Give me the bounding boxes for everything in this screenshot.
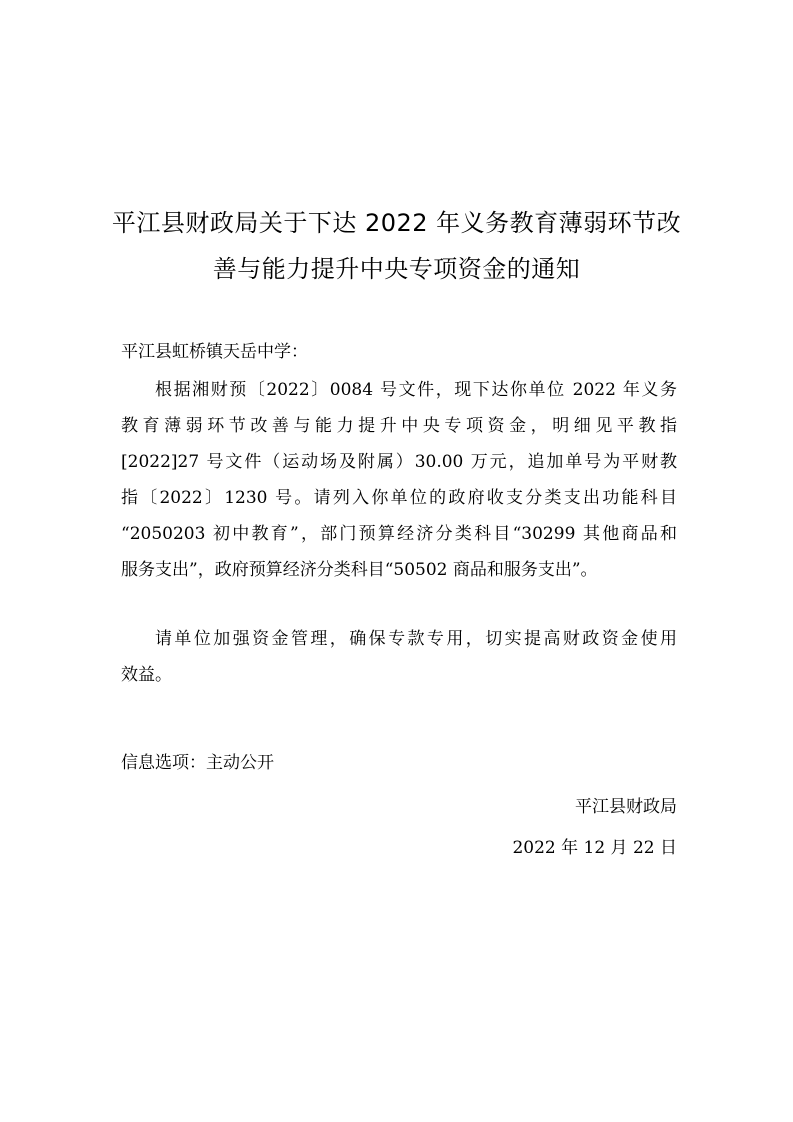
paragraph-management-request: [121, 621, 677, 693]
info-disclosure-option: 信息选项：主动公开: [121, 753, 274, 773]
issue-date: 2022 年 12 月 22 日: [512, 838, 677, 858]
paragraph-line: 根据湘财预〔2022〕0084 号文件，现下达你单位 2022 年义务: [155, 380, 677, 400]
title-line-2: 善与能力提升中央专项资金的通知: [212, 255, 581, 283]
paragraph-line: [2022]27 号文件（运动场及附属）30.00 万元，追加单号为平财教: [121, 452, 677, 472]
paragraph-line: “2050203 初中教育”，部门预算经济分类科目“30299 其他商品和: [121, 524, 677, 544]
paragraph-line: 效益。: [121, 665, 172, 685]
document-title: [110, 200, 683, 292]
paragraph-line: 服务支出”，政府预算经济分类科目“50502 商品和服务支出”。: [121, 560, 598, 580]
paragraph-line: 指〔2022〕1230 号。请列入你单位的政府收支分类支出功能科目: [121, 488, 677, 508]
title-line-1: 平江县财政局关于下达 2022 年义务教育薄弱环节改: [111, 209, 682, 237]
issuer-signature: 平江县财政局: [575, 797, 677, 817]
salutation: 平江县虹桥镇天岳中学：: [121, 342, 308, 362]
paragraph-line: 请单位加强资金管理，确保专款专用，切实提高财政资金使用: [155, 629, 677, 649]
paragraph-line: 教育薄弱环节改善与能力提升中央专项资金，明细见平教指: [121, 416, 677, 436]
paragraph-funding-details: [121, 372, 677, 588]
